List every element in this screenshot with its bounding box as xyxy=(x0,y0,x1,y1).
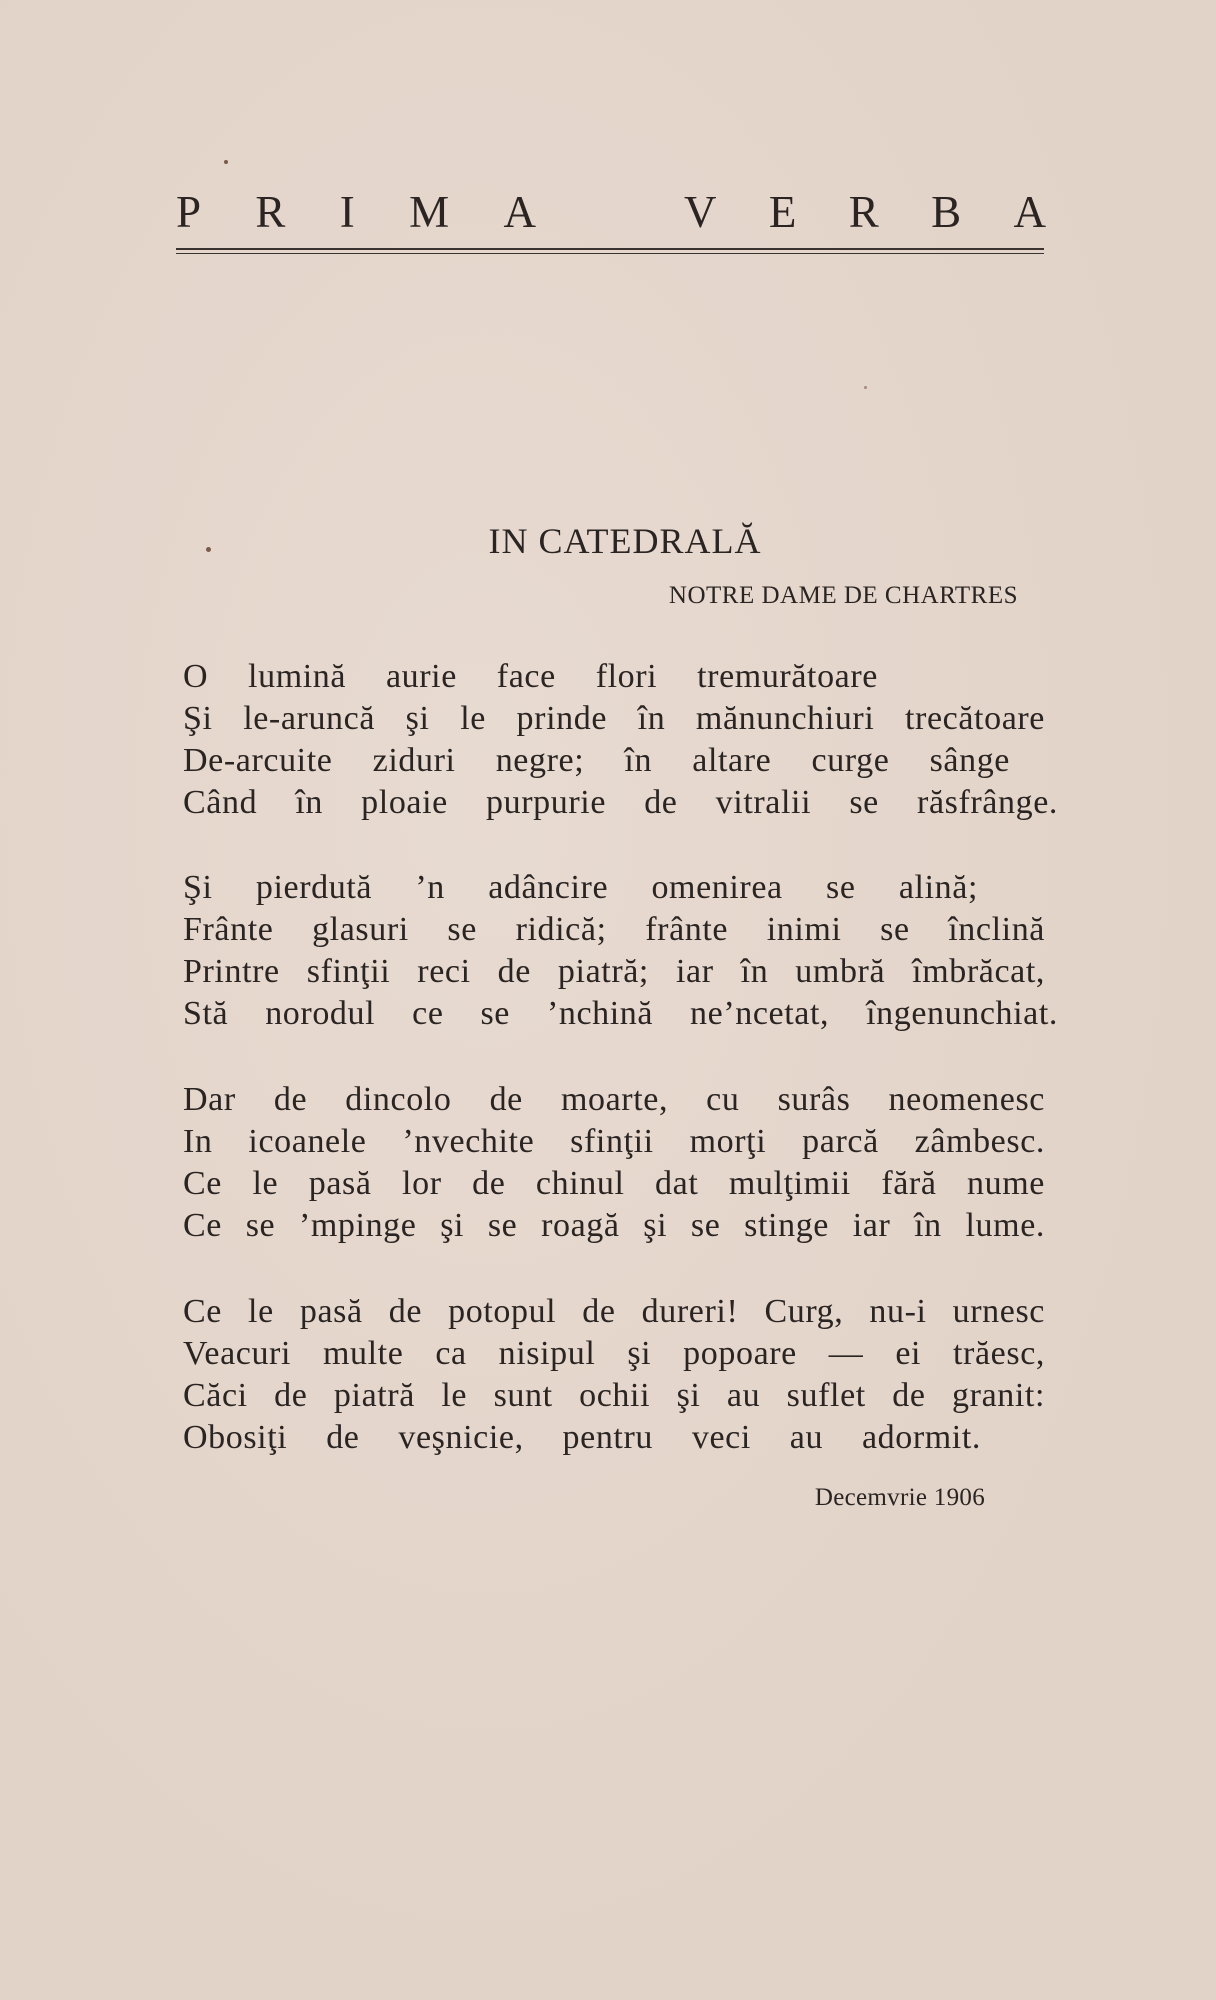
running-title-letter: V xyxy=(684,187,717,237)
poem-line: Veacuri multe ca nisipul şi popoare — ei trăesc, xyxy=(183,1335,1045,1372)
header-rule xyxy=(176,248,1044,250)
poem-line: Şi le-aruncă şi le prinde în mănunchiuri trecătoare xyxy=(183,700,1045,737)
poem-line: Ce le pasă lor de chinul dat mulţimii fără nume xyxy=(183,1165,1045,1202)
poem-line: Ce se ’mpinge şi se roagă şi se stinge iar în lume. xyxy=(183,1207,1045,1244)
poem-date: Decemvrie 1906 xyxy=(814,1484,985,1511)
paper-speck xyxy=(864,386,867,389)
poem-line: Când în ploaie purpurie de vitralii se răsfrânge. xyxy=(183,784,1058,821)
running-title-letter: R xyxy=(848,187,879,237)
stanza-3 xyxy=(183,1079,1045,1247)
header-rule-thin xyxy=(176,253,1044,254)
poem-line: Obosiţi de veşnicie, pentru veci au adormit. xyxy=(183,1419,981,1456)
poem-title: IN CATEDRALĂ xyxy=(488,521,762,561)
poem-line: Şi pierdută ’n adâncire omenirea se alină; xyxy=(183,869,978,906)
poem-line: Printre sfinţii reci de piatră; iar în umbră îmbrăcat, xyxy=(183,953,1045,990)
running-title-letter: A xyxy=(1013,187,1046,237)
running-title-letter: B xyxy=(931,187,962,237)
running-title-letter: E xyxy=(768,187,797,237)
poem-line: Dar de dincolo de moarte, cu surâs neomenesc xyxy=(183,1081,1045,1118)
paper-speck xyxy=(224,160,228,164)
poem-line: Căci de piatră le sunt ochii şi au suflet de granit: xyxy=(183,1377,1045,1414)
stanza-2 xyxy=(183,867,1058,1035)
poem-line: In icoanele ’nvechite sfinţii morţi parcă zâmbesc. xyxy=(183,1123,1045,1160)
stanza-1 xyxy=(183,656,1058,824)
poem-line: Stă norodul ce se ’nchină ne’ncetat, îngenunchiat. xyxy=(183,995,1058,1032)
stanza-4 xyxy=(183,1291,1045,1459)
poem-line: O lumină aurie face flori tremurătoare xyxy=(183,658,878,695)
poem-line: Frânte glasuri se ridică; frânte inimi se înclină xyxy=(183,911,1045,948)
poem-line: Ce le pasă de potopul de dureri! Curg, nu-i urnesc xyxy=(183,1293,1045,1330)
running-title-letter: R xyxy=(255,187,286,237)
paper-speck xyxy=(206,547,211,552)
running-title-letter: M xyxy=(409,187,450,237)
running-title-letter: I xyxy=(339,187,355,237)
running-title xyxy=(176,186,1046,242)
running-title-letter: P xyxy=(176,187,202,237)
running-title-letter: A xyxy=(503,187,536,237)
poem-line: De-arcuite ziduri negre; în altare curge sânge xyxy=(183,742,1010,779)
running-title-word-verba xyxy=(684,186,1046,238)
poem-subtitle: NOTRE DAME DE CHARTRES xyxy=(668,582,1018,609)
running-title-word-prima xyxy=(176,186,536,238)
